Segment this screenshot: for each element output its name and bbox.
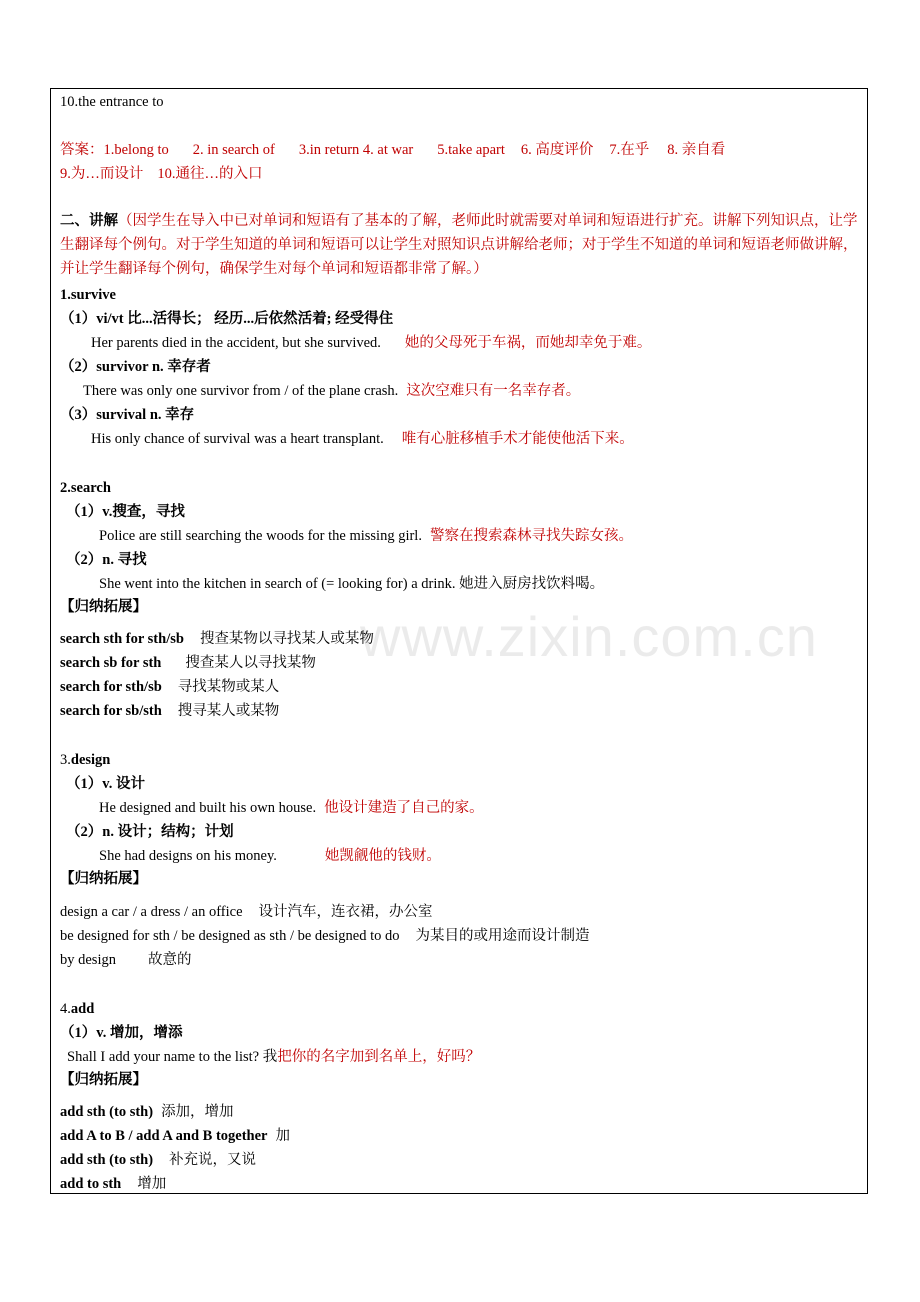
- phrase-meaning: 设计汽车，连衣裙，办公室: [258, 904, 433, 920]
- word-title-add: [60, 1000, 94, 1018]
- extension-heading: 【归纳拓展】: [60, 871, 147, 887]
- example-sentence: Shall I add your name to the list? 我: [67, 1049, 278, 1065]
- sense-heading: （2）n. 设计；结构；计划: [66, 824, 234, 840]
- phrase-meaning: 搜查某人以寻找某物: [185, 655, 316, 671]
- extension-heading: 【归纳拓展】: [60, 1072, 147, 1088]
- answer-1: 1.belong to: [103, 142, 169, 158]
- example-line: [99, 847, 441, 865]
- extension-heading: 【归纳拓展】: [60, 599, 147, 615]
- sense-heading: （1）vi/vt 比...活得长； 经历...后依然活着; 经受得住: [60, 311, 394, 327]
- phrase-row: [60, 1151, 256, 1169]
- answer-10: 10.通往…的入口: [157, 166, 263, 182]
- answer-line-2: [60, 165, 263, 183]
- example-line: [99, 799, 484, 817]
- phrase: add sth (to sth): [60, 1104, 154, 1120]
- phrase: by design: [60, 952, 116, 968]
- word-title-survive: 1.survive: [60, 287, 116, 303]
- example-translation: 警察在搜索森林寻找失踪女孩。: [429, 528, 633, 544]
- answer-8: 8. 亲自看: [667, 142, 726, 158]
- phrase: add to sth: [60, 1176, 122, 1192]
- phrase-meaning: 为某目的或用途而设计制造: [415, 928, 590, 944]
- word-number: 4.: [60, 1001, 71, 1017]
- example-translation: 把你的名字加到名单上，好吗？: [277, 1049, 481, 1065]
- word: add: [70, 1001, 95, 1017]
- example-translation: 她的父母死于车祸，而她却幸免于难。: [404, 335, 652, 351]
- example-sentence: His only chance of survival was a heart transplant.: [91, 431, 384, 447]
- example-translation: 她觊觎他的钱财。: [324, 848, 441, 864]
- example-translation: 唯有心脏移植手术才能使他活下来。: [401, 431, 634, 447]
- answer-2: 2. in search of: [192, 142, 275, 158]
- vocab-item-10: 10.the entrance to: [60, 94, 164, 110]
- example-line: [83, 382, 580, 400]
- phrase: add sth (to sth): [60, 1152, 154, 1168]
- answer-6: 6. 高度评价: [520, 142, 594, 158]
- answer-7: 7.在乎: [609, 142, 650, 158]
- explanation-paragraph: [60, 209, 862, 281]
- example-sentence: There was only one survivor from / of the plane crash.: [83, 383, 399, 399]
- phrase-meaning: 故意的: [147, 952, 192, 968]
- answer-9: 9.为…而设计: [60, 166, 144, 182]
- sense-heading: （2）n. 寻找: [66, 552, 147, 568]
- phrase-row: [60, 951, 191, 969]
- sense-heading: （1）v. 增加，增添: [60, 1025, 183, 1041]
- sense-heading: （1）v. 设计: [66, 776, 145, 792]
- phrase-meaning: 寻找某物或某人: [177, 679, 280, 695]
- phrase-row: [60, 702, 279, 720]
- phrase-row: [60, 630, 374, 648]
- phrase-meaning: 添加，增加: [161, 1104, 234, 1120]
- sense-heading: （2）survivor n. 幸存者: [60, 359, 211, 375]
- example-line: [99, 527, 633, 545]
- example-sentence: She went into the kitchen in search of (= looking for) a drink. 她进入厨房找饮料喝。: [99, 576, 605, 592]
- phrase: search sth for sth/sb: [60, 631, 184, 647]
- phrase: search for sth/sb: [60, 679, 162, 695]
- example-line: [91, 430, 634, 448]
- answer-3-4: 3.in return 4. at war: [298, 142, 414, 158]
- example-translation: 他设计建造了自己的家。: [324, 800, 484, 816]
- phrase-meaning: 搜查某物以寻找某人或某物: [199, 631, 374, 647]
- watermark: www.zixin.com.cn: [360, 605, 818, 668]
- phrase: be designed for sth / be designed as sth / be designed to do: [60, 928, 400, 944]
- teacher-note: （因学生在导入中已对单词和短语有了基本的了解，老师此时就需要对单词和短语进行扩充。讲解下列知识点，让学生翻译每个例句。对于学生知道的单词和短语可以让学生对照知识点讲解给老师；对于学生不知道的单词和短语老师做讲解，并让学生翻译每个例句，确保学生对每个单词和短语都非常了解。）: [60, 213, 858, 277]
- phrase-row: [60, 1175, 166, 1193]
- example-translation: 这次空难只有一名幸存者。: [406, 383, 581, 399]
- phrase-row: [60, 927, 589, 945]
- phrase-row: [60, 654, 316, 672]
- phrase: design a car / a dress / an office: [60, 904, 243, 920]
- answer-5: 5.take apart: [437, 142, 505, 158]
- word-number: 3.: [60, 752, 71, 768]
- example-line: [91, 334, 651, 352]
- sense-heading: （1）v.搜查，寻找: [66, 504, 185, 520]
- example-line: [67, 1048, 480, 1066]
- phrase-meaning: 加: [275, 1128, 290, 1144]
- phrase: add A to B / add A and B together: [60, 1128, 268, 1144]
- word-title-design: [60, 751, 110, 769]
- phrase-meaning: 搜寻某人或某物: [177, 703, 280, 719]
- example-sentence: She had designs on his money.: [99, 848, 277, 864]
- phrase-row: [60, 678, 279, 696]
- phrase-row: [60, 1103, 234, 1121]
- phrase-row: [60, 1127, 290, 1145]
- phrase-meaning: 增加: [137, 1176, 167, 1192]
- answer-line-1: [60, 141, 725, 159]
- example-sentence: Police are still searching the woods for the missing girl.: [99, 528, 422, 544]
- word-title-search: 2.search: [60, 480, 111, 496]
- section-heading: 二、讲解: [60, 213, 118, 229]
- phrase: search for sb/sth: [60, 703, 162, 719]
- example-sentence: He designed and built his own house.: [99, 800, 317, 816]
- phrase-row: [60, 903, 433, 921]
- example-sentence: Her parents died in the accident, but she survived.: [91, 335, 381, 351]
- answer-label: 答案：: [60, 142, 104, 158]
- sense-heading: （3）survival n. 幸存: [60, 407, 195, 423]
- phrase-meaning: 补充说，又说: [169, 1152, 257, 1168]
- word: design: [70, 752, 111, 768]
- phrase: search sb for sth: [60, 655, 162, 671]
